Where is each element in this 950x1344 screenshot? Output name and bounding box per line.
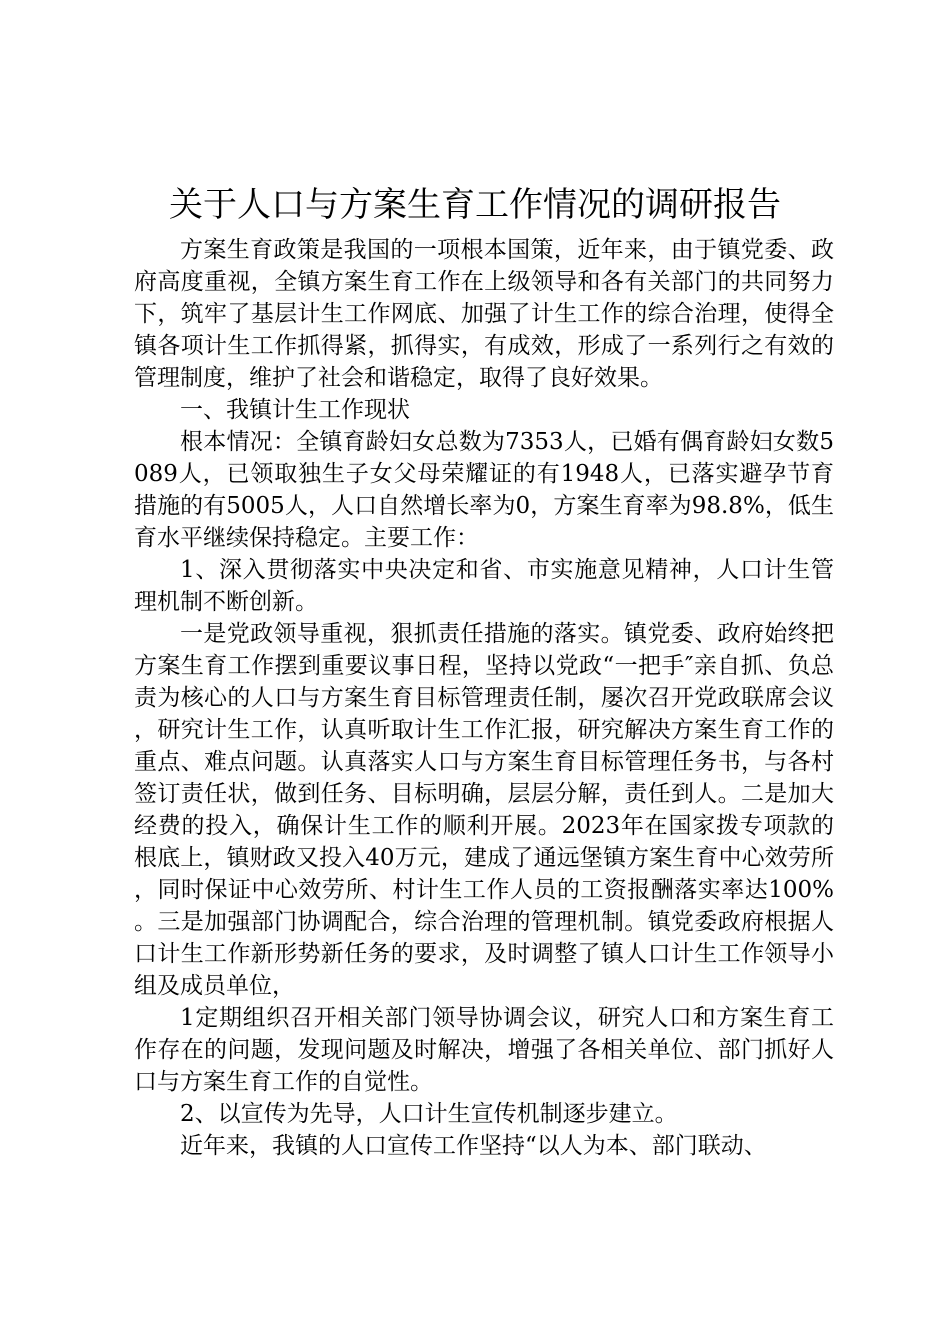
paragraph-publicity: 近年来，我镇的人口宣传工作坚持“以人为本、部门联动、: [180, 1133, 767, 1159]
subheading-mechanism-innovation: 1、深入贯彻落实中央决定和省、市实施意见精神，人口计生管理机制不断创新。: [134, 557, 834, 615]
paragraph-basic-situation: 根本情况：全镇育龄妇女总数为7353人，已婚有偶育龄妇女数5089人，已领取独生子女父母荣耀证的有1948人，已落实避孕节育措施的有5005人，人口自然增长率为0，方案生育率为98.8%，低生育水平继续保持稳定。主要工作：: [134, 429, 834, 551]
document-body: [134, 234, 834, 1162]
subheading-publicity: 2、以宣传为先导，人口计生宣传机制逐步建立。: [180, 1101, 678, 1127]
paragraph-coordination: 1定期组织召开相关部门领导协调会议，研究人口和方案生育工作存在的问题，发现问题及时解决，增强了各相关单位、部门抓好人口与方案生育工作的自觉性。: [134, 1005, 834, 1095]
paragraph-leadership: 一是党政领导重视，狠抓责任措施的落实。镇党委、政府始终把方案生育工作摆到重要议事日程，坚持以党政“一把手″亲自抓、负总责为核心的人口与方案生育目标管理责任制，屡次召开党政联席会议，研究计生工作，认真听取计生工作汇报，研究解决方案生育工作的重点、难点问题。认真落实人口与方案生育目标管理任务书，与各村签订责任状，做到任务、目标明确，层层分解，责任到人。二是加大经费的投入，确保计生工作的顺利开展。2023年在国家拨专项款的根底上，镇财政又投入40万元，建成了通远堡镇方案生育中心效劳所，同时保证中心效劳所、村计生工作人员的工资报酬落实率达100%。三是加强部门协调配合，综合治理的管理机制。镇党委政府根据人口计生工作新形势新任务的要求，及时调整了镇人口计生工作领导小组及成员单位，: [134, 621, 834, 999]
document-title: 关于人口与方案生育工作情况的调研报告: [169, 185, 781, 225]
section-heading-current-status: 一、我镇计生工作现状: [180, 397, 410, 423]
paragraph-intro: 方案生育政策是我国的一项根本国策，近年来，由于镇党委、政府高度重视，全镇方案生育工作在上级领导和各有关部门的共同努力下，筑牢了基层计生工作网底、加强了计生工作的综合治理，使得全镇各项计生工作抓得紧，抓得实，有成效，形成了一系列行之有效的管理制度，维护了社会和谐稳定，取得了良好效果。: [134, 237, 834, 391]
